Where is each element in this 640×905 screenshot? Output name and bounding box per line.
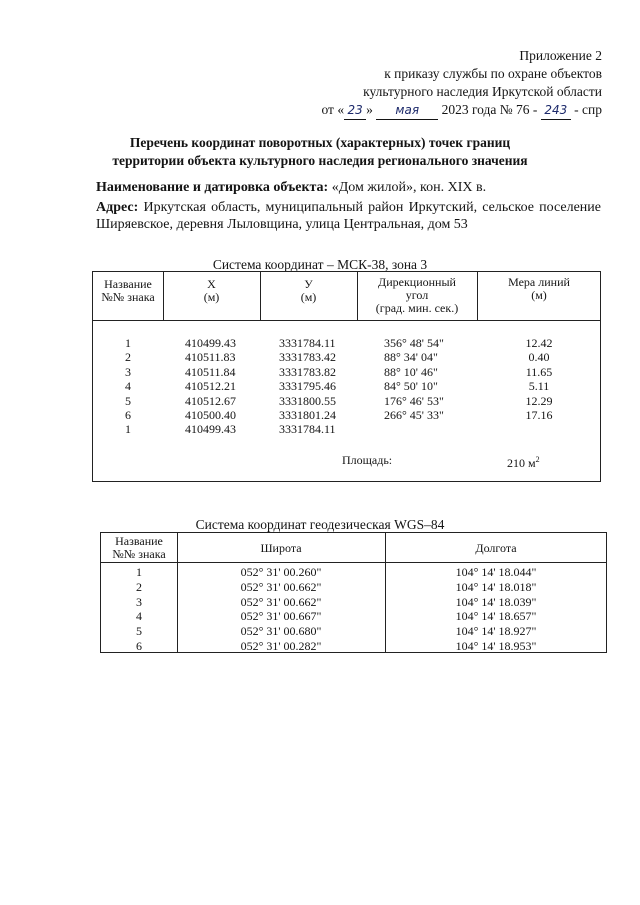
table2-cell-n: 1 <box>136 565 142 579</box>
header-text: Мера линий <box>508 275 570 289</box>
table1-cell-len: 12.29 <box>525 393 553 408</box>
date-prefix: от « <box>321 102 345 117</box>
msk38-coordinates-table <box>92 271 601 482</box>
table2-cell-lat: 052° 31' 00.662" <box>240 594 322 609</box>
header-text: Название <box>115 534 163 548</box>
area-number: 210 м <box>507 456 536 470</box>
table1-cell-n: 4 <box>125 379 131 394</box>
table1-cell-x: 410512.67 <box>185 393 236 408</box>
order-authority-line: культурного наследия Иркутской области <box>363 84 602 99</box>
address-label: Адрес: <box>96 200 139 215</box>
table1-cell-y: 3331784.11 <box>279 336 336 350</box>
header-text: №№ знака <box>112 547 166 561</box>
table1-cell-len: 5.11 <box>528 379 550 394</box>
table2-cell-lat: 052° 31' 00.680" <box>240 624 322 639</box>
table2-cell-lon: 104° 14' 18.018" <box>455 579 537 594</box>
table1-cell-angle: 356° 48' 54" <box>384 336 444 350</box>
table1-cell-angle: 176° 46' 53" <box>384 393 444 408</box>
table1-header-x <box>163 278 260 304</box>
header-text: Дирекционный <box>378 275 456 289</box>
table2-cell-n: 6 <box>136 639 142 653</box>
table1-cell-n: 2 <box>125 350 131 365</box>
table1-cell-n: 6 <box>125 408 131 422</box>
table2-cell-lat: 052° 31' 00.282" <box>240 639 322 653</box>
table1-caption: Система координат – МСК-38, зона 3 <box>212 257 428 272</box>
table2-cell-n: 5 <box>136 624 142 639</box>
table1-cell-angle: 88° 10' 46" <box>384 364 438 379</box>
table1-cell-x: 410500.40 <box>185 408 236 422</box>
table2-caption: Система координат геодезическая WGS–84 <box>195 517 445 532</box>
header-text: (м) <box>203 290 220 304</box>
header-text: (м) <box>531 288 547 302</box>
table2-cell-n: 4 <box>136 609 142 624</box>
table2-cell-lon: 104° 14' 18.039" <box>455 594 537 609</box>
table2-cell-lon: 104° 14' 18.927" <box>455 624 537 639</box>
area-label: Площадь: <box>342 453 393 467</box>
handwritten-month: мая <box>376 101 438 120</box>
table2-cell-lat: 052° 31' 00.260" <box>240 565 322 579</box>
table2-header-longitude: Долгота <box>475 541 517 555</box>
table1-cell-y: 3331801.24 <box>279 408 336 422</box>
wgs84-coordinates-table <box>100 532 607 653</box>
object-name-label: Наименование и датировка объекта: <box>96 180 329 195</box>
header-text: угол <box>405 288 429 302</box>
order-date-line <box>321 101 602 120</box>
order-reference-line: к приказу службы по охране объектов <box>384 66 602 81</box>
table1-cell-angle: 84° 50' 10" <box>384 379 438 394</box>
table1-cell-y: 3331784.11 <box>279 422 336 437</box>
table2-cell-lon: 104° 14' 18.044" <box>455 565 537 579</box>
table2-cell-lon: 104° 14' 18.953" <box>455 639 537 653</box>
table1-cell-n: 1 <box>125 422 131 437</box>
table1-cell-x: 410499.43 <box>185 422 236 437</box>
table1-cell-n: 5 <box>125 393 131 408</box>
table1-cell-x: 410499.43 <box>185 336 236 350</box>
table1-cell-n: 3 <box>125 364 131 379</box>
table1-cell-y: 3331783.42 <box>279 350 336 365</box>
object-address <box>96 199 601 233</box>
handwritten-order-number: 243 <box>541 101 571 120</box>
table2-cell-lon: 104° 14' 18.657" <box>455 609 537 624</box>
header-text: X <box>207 277 216 291</box>
table1-cell-angle: 266° 45' 33" <box>384 408 444 422</box>
header-text: (м) <box>300 290 317 304</box>
object-name-line <box>96 180 486 196</box>
table1-cell-angle: 88° 34' 04" <box>384 350 438 365</box>
address-value: Иркутская область, муниципальный район Иркутский, сельское поселение Ширяевское, деревня Лыловщина, улица Центральная, дом 53 <box>96 200 601 232</box>
order-suffix: - спр <box>574 102 602 117</box>
header-text: №№ знака <box>101 290 155 304</box>
appendix-label: Приложение 2 <box>519 48 602 63</box>
table2-cell-n: 3 <box>136 594 142 609</box>
area-unit-exponent: 2 <box>535 455 540 464</box>
table1-cell-x: 410511.84 <box>185 364 236 379</box>
table1-header-divider <box>93 320 600 321</box>
header-text: (град. мин. сек.) <box>375 301 459 315</box>
table1-cell-len: 12.42 <box>525 336 553 350</box>
area-value <box>507 453 540 471</box>
header-text: У <box>304 277 313 291</box>
table1-cell-n: 1 <box>125 336 131 350</box>
table1-cell-len: 0.40 <box>528 350 550 365</box>
table2-header-latitude: Широта <box>260 541 302 555</box>
document-title-line2: территории объекта культурного наследия регионального значения <box>112 153 528 168</box>
table1-cell-len: 11.65 <box>525 364 553 379</box>
handwritten-day: 23 <box>344 101 366 120</box>
table2-cell-lat: 052° 31' 00.667" <box>240 609 322 624</box>
table1-cell-y: 3331800.55 <box>279 393 336 408</box>
table1-header-angle <box>357 276 477 315</box>
document-title-line1: Перечень координат поворотных (характерных) точек границ <box>129 135 511 150</box>
table1-cell-y: 3331783.82 <box>279 364 336 379</box>
object-name-value: «Дом жилой», кон. XIX в. <box>331 180 487 195</box>
order-year-number: 2023 года № 76 - <box>441 102 538 117</box>
table1-header-name <box>93 278 163 304</box>
table1-cell-x: 410511.83 <box>185 350 236 365</box>
table2-cell-n: 2 <box>136 579 142 594</box>
table1-header-y <box>260 278 357 304</box>
table1-header-length <box>477 276 601 302</box>
table2-header-name <box>101 535 177 561</box>
table1-cell-x: 410512.21 <box>185 379 236 394</box>
table2-cell-lat: 052° 31' 00.662" <box>240 579 322 594</box>
header-text: Название <box>104 277 152 291</box>
table1-cell-len: 17.16 <box>525 408 553 422</box>
date-close-quote: » <box>366 102 373 117</box>
table1-cell-y: 3331795.46 <box>279 379 336 394</box>
